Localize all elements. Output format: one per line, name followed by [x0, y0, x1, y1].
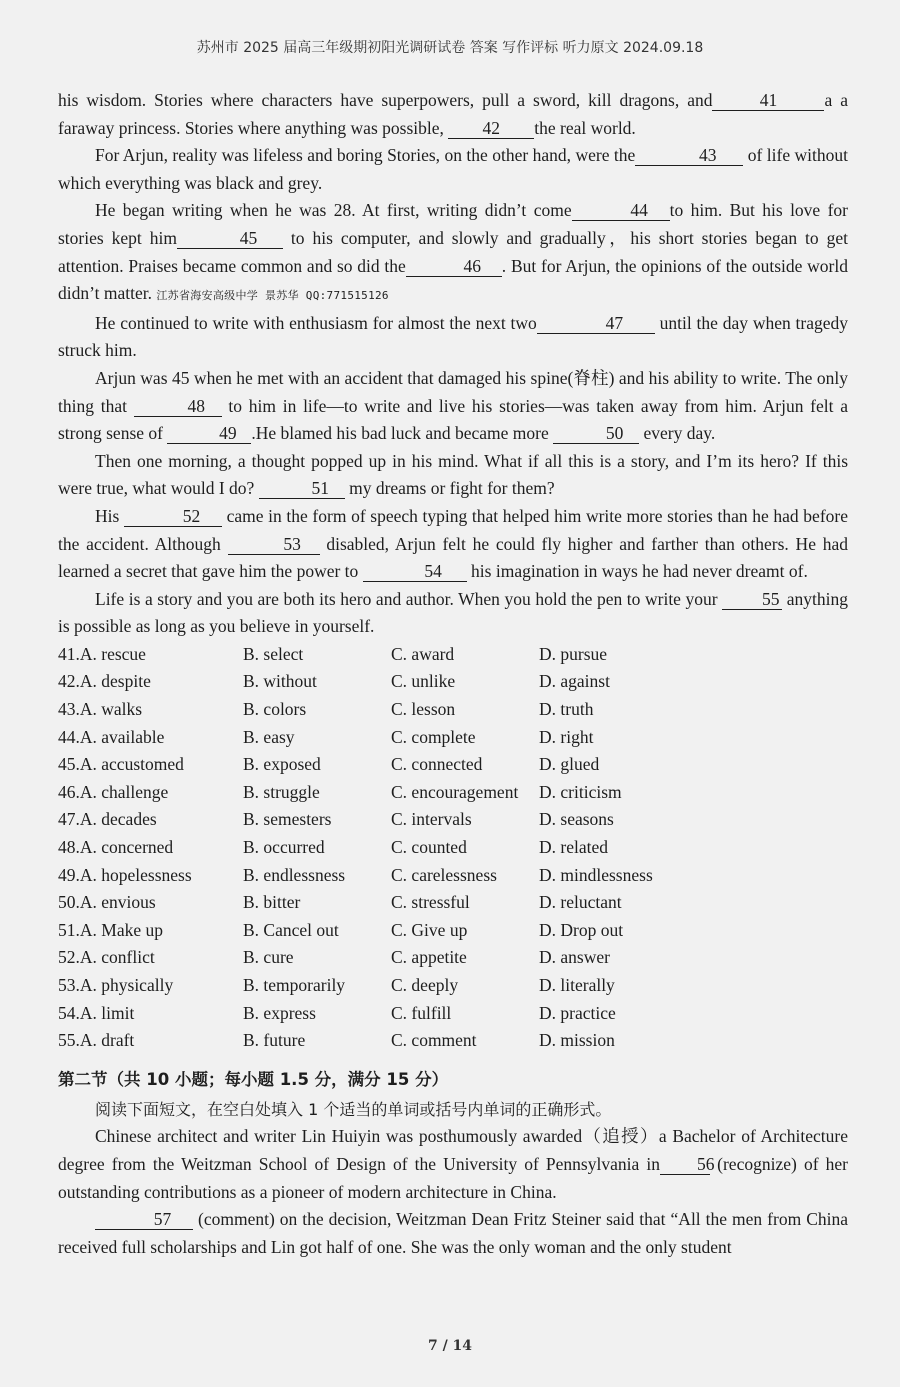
option-item: D. answer	[539, 947, 610, 968]
option-item: B. express	[243, 1002, 316, 1023]
text: his imagination in ways he had never dreamt of.	[471, 561, 808, 582]
text: Arjun was 45 when he met with an accident that damaged his spine(脊柱) and his ability to write. The only thing that	[58, 367, 848, 416]
option-item: C. complete	[391, 726, 476, 747]
text: Life is a story and you are both its hero and author. When you hold the pen to write your	[95, 588, 718, 609]
option-item: C. encouragement	[391, 781, 519, 802]
page-header: 苏州市 2025 届高三年级期初阳光调研试卷 答案 写作评标 听力原文 2024.09.18	[196, 40, 704, 56]
option-item: C. appetite	[391, 947, 467, 968]
option-item: B. colors	[243, 699, 307, 720]
option-item: C. connected	[391, 754, 483, 775]
option-item: C. award	[391, 643, 455, 664]
passage-paragraph	[58, 503, 848, 586]
option-item: 48.A. concerned	[58, 837, 174, 858]
section-instruction: 阅读下面短文，在空白处填入 1 个适当的单词或括号内单词的正确形式。	[95, 1099, 612, 1119]
option-item: C. unlike	[391, 671, 456, 692]
blank-51: 51	[259, 478, 345, 499]
blank-41: 41	[712, 90, 824, 111]
passage-paragraph	[58, 87, 848, 142]
blank-46: 46	[406, 256, 502, 277]
blank-42: 42	[448, 118, 534, 139]
text: For Arjun, reality was lifeless and boring Stories, on the other hand, were the	[95, 145, 636, 166]
text: of life without which everything was black and grey.	[58, 145, 848, 193]
option-item: B. without	[243, 671, 317, 692]
page-body	[58, 87, 848, 1261]
page-number: 7 / 14	[427, 1338, 473, 1354]
option-item: B. temporarily	[243, 975, 346, 995]
option-item: D. criticism	[539, 781, 622, 802]
option-item: D. pursue	[539, 643, 608, 664]
option-item: D. related	[539, 837, 608, 858]
text: (comment) on the decision, Weitzman Dean Fritz Steiner said that “All the men from China received full scholarships and Lin got half of one. She was the only woman and the only student	[58, 1209, 848, 1257]
option-item: B. easy	[243, 726, 295, 747]
option-item: C. counted	[391, 837, 467, 858]
option-item: B. exposed	[243, 754, 321, 775]
option-item: D. glued	[539, 754, 600, 775]
option-item: B. cure	[243, 947, 294, 968]
option-item: 43.A. walks	[58, 699, 143, 720]
section-title: 第二节（共 10 小题；每小题 1.5 分，满分 15 分）	[58, 1069, 449, 1089]
blank-52: 52	[124, 506, 222, 527]
option-row	[58, 972, 848, 1000]
option-row	[58, 862, 848, 890]
blank-48: 48	[134, 396, 222, 417]
option-item: 44.A. available	[58, 726, 165, 747]
option-row	[58, 751, 848, 779]
option-item: B. occurred	[243, 837, 325, 858]
text: a	[824, 90, 833, 110]
option-item: B. struggle	[243, 781, 320, 802]
passage-paragraph	[58, 448, 848, 503]
option-item: D. reluctant	[539, 892, 622, 913]
text: my dreams or fight for them?	[349, 478, 555, 499]
blank-45: 45	[177, 228, 283, 249]
text: his wisdom. Stories where characters have superpowers, pull a sword, kill dragons, and	[58, 90, 713, 110]
text: He continued to write with enthusiasm for almost the next two	[95, 312, 537, 333]
option-item: 50.A. envious	[58, 892, 156, 913]
option-item: 54.A. limit	[58, 1002, 135, 1023]
text: Chinese architect and writer Lin Huiyin was posthumously awarded（追授）a Bachelor of Architecture degree from the Weitzman School of Design of the University of Pennsylvania in	[58, 1126, 848, 1174]
text: to him. But his love for stories kept him	[58, 200, 848, 248]
passage-paragraph	[58, 310, 848, 365]
option-item: C. carelessness	[391, 864, 497, 885]
text: He began writing when he was 28. At first, writing didn’t come	[95, 200, 572, 221]
option-row	[58, 944, 848, 972]
option-item: B. bitter	[243, 892, 301, 913]
option-item: 42.A. despite	[58, 671, 151, 692]
option-item: D. practice	[539, 1002, 616, 1023]
text: to him in life—to write and live his stories—was taken away from him. Arjun felt a strong sense of	[58, 395, 848, 444]
blank-50: 50	[553, 423, 639, 444]
option-item: 52.A. conflict	[58, 947, 155, 968]
passage-paragraph	[58, 365, 848, 448]
option-item: D. against	[539, 671, 610, 692]
option-item: C. deeply	[391, 975, 459, 995]
text: until the day when tragedy struck him.	[58, 312, 849, 361]
text: came in the form of speech typing that helped him write more stories than he had before the accident. Although	[58, 505, 848, 554]
blank-47: 47	[537, 313, 655, 334]
text: disabled, Arjun felt he could fly higher and farther than others. He had learned a secret that gave him the power to	[58, 533, 849, 582]
text: His	[95, 505, 120, 526]
option-item: D. seasons	[539, 809, 614, 830]
option-item: D. literally	[539, 975, 615, 995]
passage-paragraph	[58, 197, 848, 309]
option-item: C. fulfill	[391, 1002, 452, 1023]
option-row	[58, 1000, 848, 1028]
option-item: C. Give up	[391, 919, 468, 940]
author-note: 江苏省海安高级中学 景苏华 QQ:771515126	[156, 289, 389, 303]
option-item: 51.A. Make up	[58, 919, 163, 940]
options-list	[58, 641, 848, 1055]
text: . But for Arjun, the opinions of the outside world didn’t matter.	[58, 255, 848, 304]
text: every day.	[643, 423, 716, 444]
blank-57: 57	[95, 1209, 193, 1230]
option-item: C. stressful	[391, 892, 470, 913]
option-item: C. comment	[391, 1030, 477, 1051]
blank-55: 55	[722, 589, 782, 610]
option-item: C. lesson	[391, 699, 456, 720]
blank-43: 43	[635, 145, 743, 166]
option-item: 41.A. rescue	[58, 643, 146, 664]
option-item: D. right	[539, 726, 594, 747]
option-item: D. truth	[539, 699, 594, 720]
option-row	[58, 696, 848, 724]
text: to his computer, and slowly and gradually，his short stories began to get attention. Praises became common and so did the	[58, 227, 848, 276]
blank-49: 49	[167, 423, 251, 444]
option-row	[58, 1027, 848, 1055]
passage-paragraph	[58, 586, 848, 641]
option-item: B. future	[243, 1030, 306, 1051]
blank-56: 56	[660, 1154, 710, 1175]
option-row	[58, 779, 848, 807]
option-item: B. select	[243, 643, 304, 664]
option-item: C. intervals	[391, 809, 472, 830]
option-row	[58, 724, 848, 752]
option-item: B. semesters	[243, 809, 332, 830]
option-row	[58, 834, 848, 862]
blank-44: 44	[572, 200, 670, 221]
passage-paragraph	[58, 142, 848, 197]
option-row	[58, 917, 848, 945]
option-item: B. endlessness	[243, 864, 346, 885]
option-item: 47.A. decades	[58, 809, 157, 830]
option-row	[58, 641, 848, 669]
text: .He blamed his bad luck and became more	[251, 423, 549, 444]
passage-paragraph	[58, 1123, 848, 1206]
option-item: 53.A. physically	[58, 975, 174, 995]
passage-paragraph	[58, 1206, 848, 1261]
option-item: 45.A. accustomed	[58, 754, 184, 775]
option-item: D. mission	[539, 1030, 615, 1051]
option-row	[58, 889, 848, 917]
option-item: 49.A. hopelessness	[58, 864, 192, 885]
option-item: 55.A. draft	[58, 1030, 135, 1051]
text: a faraway princess. Stories where anything was possible,	[58, 90, 848, 138]
text: the real world.	[534, 117, 636, 138]
option-row	[58, 806, 848, 834]
text: anything is possible as long as you believe in yourself.	[58, 588, 849, 637]
blank-54: 54	[363, 561, 467, 582]
option-item: B. Cancel out	[243, 919, 339, 940]
text: (recognize) of her outstanding contributions as a pioneer of modern architecture in China.	[58, 1153, 849, 1202]
option-item: 46.A. challenge	[58, 781, 169, 802]
text: Then one morning, a thought popped up in his mind. What if all this is a story, and I’m its hero? If this were true, what would I do?	[58, 450, 848, 499]
option-item: D. Drop out	[539, 919, 624, 940]
option-item: D. mindlessness	[539, 864, 653, 885]
blank-53: 53	[228, 534, 320, 555]
option-row	[58, 668, 848, 696]
